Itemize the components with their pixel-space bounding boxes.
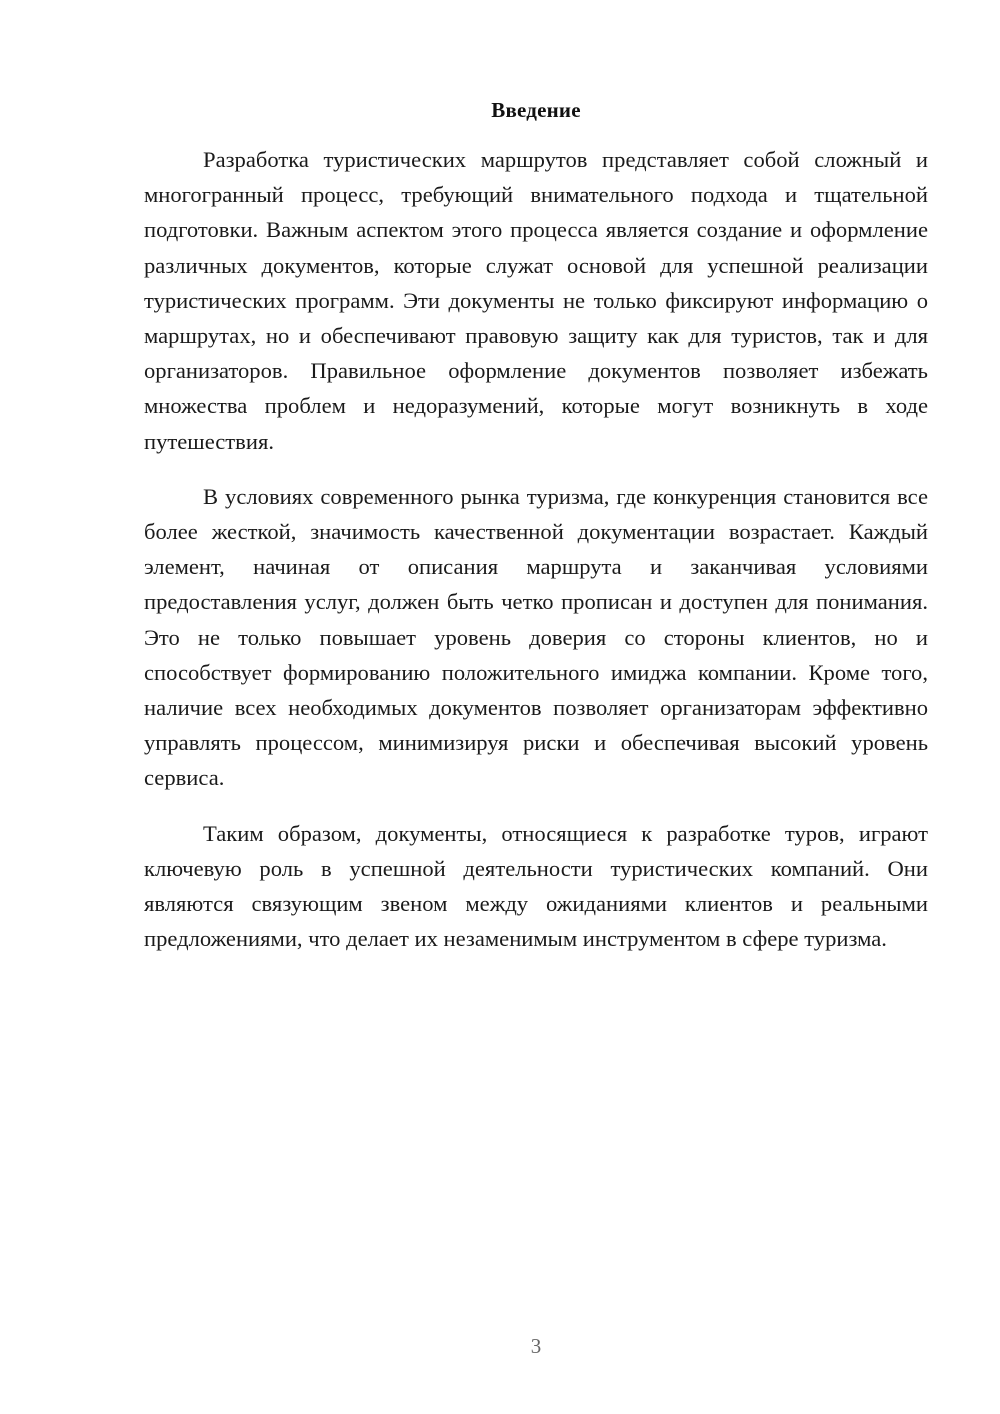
section-heading: Введение [491, 98, 581, 122]
page-number: 3 [530, 1334, 542, 1358]
paragraph-2: В условиях современного рынка туризма, где конкуренция становится все более жесткой, значимость качественной документации возрастает. Каждый элемент, начиная от описания маршрута и заканчивая условиями предоставления услуг, должен быть четко прописан и доступен для понимания. Это не только повышает уровень доверия со стороны клиентов, но и способствует формированию положительного имиджа компании. Кроме того, наличие всех необходимых документов позволяет организаторам эффективно управлять процессом, минимизируя риски и обеспечивая высокий уровень сервиса. [144, 483, 928, 791]
paragraph-1: Разработка туристических маршрутов представляет собой сложный и многогранный процесс, требующий внимательного подхода и тщательной подготовки. Важным аспектом этого процесса является создание и оформление различных документов, которые служат основой для успешной реализации туристических программ. Эти документы не только фиксируют информацию о маршрутах, но и обеспечивают правовую защиту как для туристов, так и для организаторов. Правильное оформление документов позволяет избежать множества проблем и недоразумений, которые могут возникнуть в ходе путешествия. [144, 147, 928, 454]
body-text [144, 142, 928, 976]
paragraph-3: Таким образом, документы, относящиеся к разработке туров, играют ключевую роль в успешной деятельности туристических компаний. Они являются связующим звеном между ожиданиями клиентов и реальными предложениями, что делает их незаменимым инструментом в сфере туризма. [144, 820, 928, 952]
